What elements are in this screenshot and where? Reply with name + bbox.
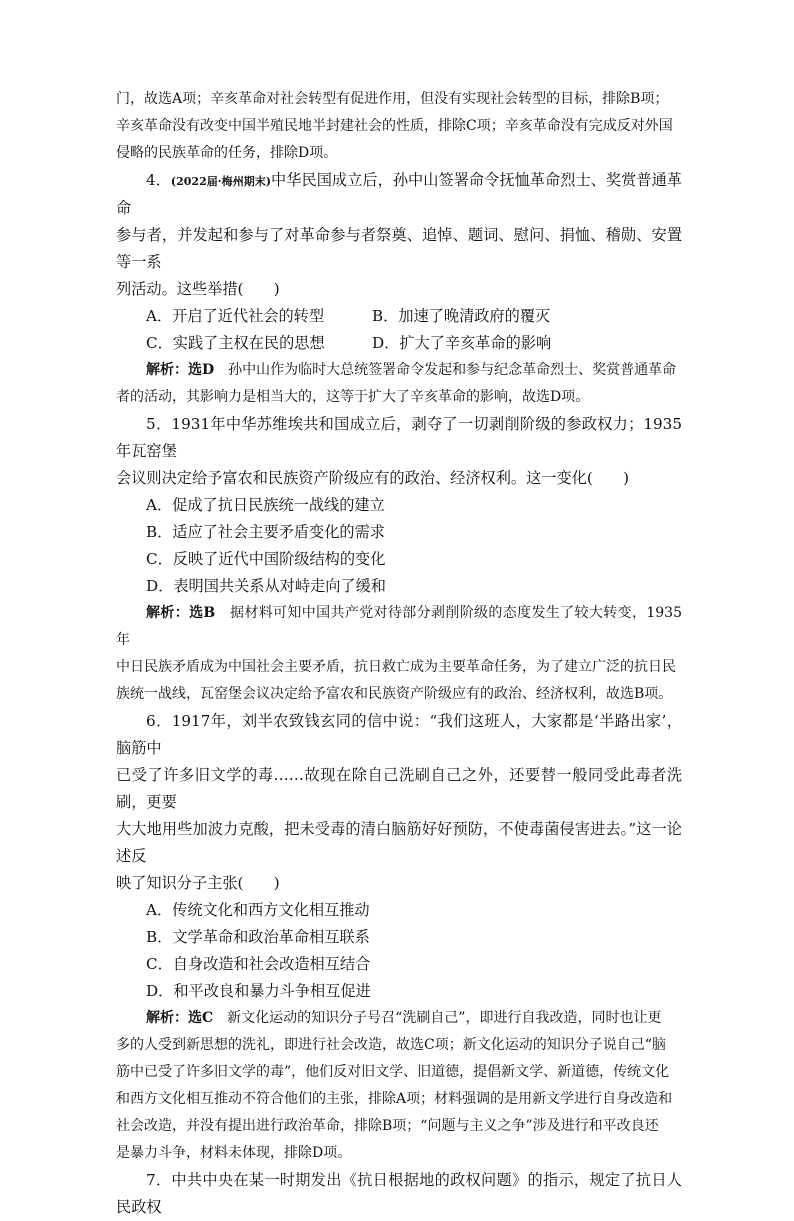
analysis-text: 和西方文化相互推动不符合他们的主张，排除A项；材料强调的是用新文学进行自身改造和	[116, 1091, 673, 1107]
question-7	[116, 1167, 682, 1221]
question-4	[116, 167, 682, 411]
analysis-text: 者的活动，其影响力是相当大的，这等于扩大了辛亥革命的影响，故选D项。	[116, 389, 590, 405]
stem-text: 中华民国成立后，孙中山签署命令抚恤革命烈士、奖赏普通革命	[116, 171, 682, 217]
option-b: B．文学革命和政治革命相互联系	[146, 928, 370, 946]
stem-text: 列活动。这些举措( )	[116, 280, 280, 298]
question-number: 4．	[146, 171, 171, 189]
analysis-tag: 解析：选B	[146, 605, 216, 621]
stem-text: 大大地用些加波力克酸，把未受毒的清白脑筋好好预防，不使毒菌侵害进去。”这一论述反	[116, 820, 682, 865]
question-6	[116, 708, 682, 1167]
option-c: C．自身改造和社会改造相互结合	[146, 955, 371, 973]
question-stem: 5．1931年中华苏维埃共和国成立后，剥夺了一切剥削阶级的参政权力；1935年瓦窑堡	[116, 415, 682, 460]
question-stem	[116, 167, 682, 222]
question-stem: 7．中共中央在某一时期发出《抗日根据地的政权问题》的指示，规定了抗日人民政权	[116, 1171, 682, 1216]
text-line: 辛亥革命没有改变中国半殖民地半封建社会的性质，排除C项；辛亥革命没有完成反对外国	[116, 118, 673, 134]
option-b: B．加速了晚清政府的覆灭	[372, 307, 551, 325]
options-row	[116, 303, 682, 330]
text-line: 侵略的民族革命的任务，排除D项。	[116, 145, 338, 161]
analysis-text: 据材料可知中国共产党对待部分剥削阶级的态度发生了较大转变，1935年	[116, 605, 682, 648]
question-5	[116, 411, 682, 708]
analysis-text: 社会改造，并没有提出进行政治革命，排除B项；“问题与主义之争”涉及进行和平改良还	[116, 1118, 659, 1134]
option-d: D．表明国共关系从对峙走向了缓和	[146, 577, 386, 595]
stem-text: 已受了许多旧文学的毒……故现在除自己洗刷自己之外，还要替一般同受此毒者洗刷，更要	[116, 766, 682, 811]
stem-text: 会议则决定给予富农和民族资产阶级应有的政治、经济权利。这一变化( )	[116, 469, 630, 487]
stem-text: 参与者，并发起和参与了对革命参与者祭奠、追悼、题词、慰问、捐恤、稽勋、安置等一系	[116, 226, 682, 271]
analysis	[116, 357, 682, 384]
options-row	[116, 330, 682, 357]
analysis-text: 中日民族矛盾成为中国社会主要矛盾，抗日救亡成为主要革命任务，为了建立广泛的抗日民	[116, 659, 676, 675]
analysis-text: 筋中已受了许多旧文学的毒”，他们反对旧文学、旧道德，提倡新文学、新道德，传统文化	[116, 1064, 670, 1080]
document-page	[116, 86, 682, 1221]
analysis-tag: 解析：选D	[146, 362, 215, 378]
analysis	[116, 600, 682, 654]
previous-answer-continuation	[116, 86, 682, 167]
option-a: A．传统文化和西方文化相互推动	[146, 901, 370, 919]
question-source: (2022届·梅州期末)	[170, 175, 272, 188]
analysis-text: 孙中山作为临时大总统签署命令发起和参与纪念革命烈士、奖赏普通革命	[214, 362, 677, 378]
option-a: A．促成了抗日民族统一战线的建立	[146, 496, 385, 514]
question-stem: 6．1917年，刘半农致钱玄同的信中说：“我们这班人，大家都是‘半路出家’，脑筋中	[116, 712, 682, 757]
option-c: C．实践了主权在民的思想	[146, 334, 325, 352]
stem-text: 映了知识分子主张( )	[116, 874, 280, 892]
option-d: D．扩大了辛亥革命的影响	[372, 334, 552, 352]
option-d: D．和平改良和暴力斗争相互促进	[146, 982, 371, 1000]
option-b: B．适应了社会主要矛盾变化的需求	[146, 523, 385, 541]
analysis-tag: 解析：选C	[146, 1010, 214, 1026]
text-line: 门，故选A项；辛亥革命对社会转型有促进作用，但没有实现社会转型的目标，排除B项；	[116, 91, 669, 107]
analysis-text: 族统一战线，瓦窑堡会议决定给予富农和民族资产阶级应有的政治、经济权利，故选B项。	[116, 686, 673, 702]
analysis-text: 多的人受到新思想的洗礼，即进行社会改造，故选C项；新文化运动的知识分子说自己“脑	[116, 1037, 666, 1053]
option-c: C．反映了近代中国阶级结构的变化	[146, 550, 386, 568]
option-a: A．开启了近代社会的转型	[146, 307, 325, 325]
analysis	[116, 1005, 682, 1032]
analysis-text: 新文化运动的知识分子号召“洗刷自己”，即进行自我改造，同时也让更	[213, 1010, 662, 1026]
analysis-text: 是暴力斗争，材料未体现，排除D项。	[116, 1145, 352, 1161]
